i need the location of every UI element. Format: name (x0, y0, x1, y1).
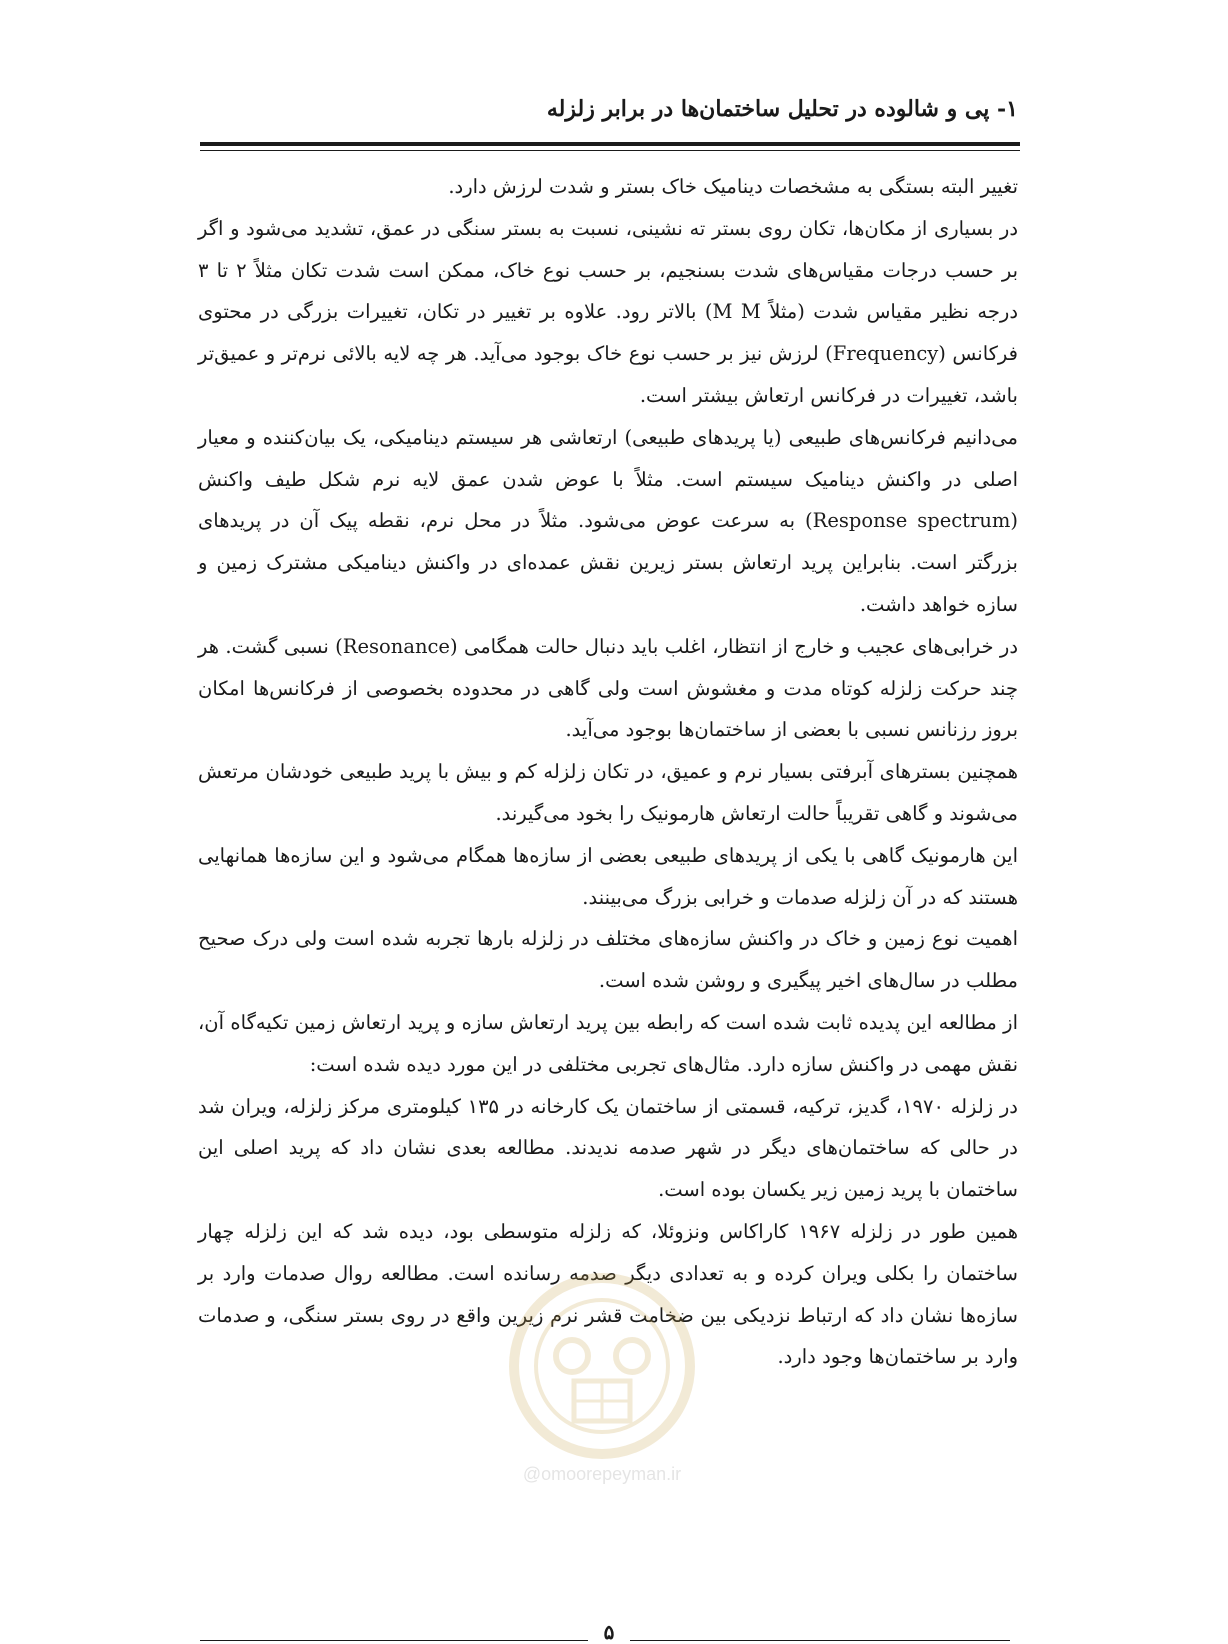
header-rule-thick (200, 142, 1020, 146)
paragraph-5: همچنین بسترهای آبرفتی بسیار نرم و عمیق، در تکان زلزله کم و بیش با پرید طبیعی خودشان مرتعش می‌شوند و گاهی تقریباً حالت ارتعاش هارمونیک را بخود می‌گیرند. (198, 760, 1018, 825)
paragraph-2: در بسیاری از مکان‌ها، تکان روی بستر ته نشینی، نسبت به بستر سنگی در عمق، تشدید می‌شود و اگر بر حسب درجات مقیاس‌های شدت بسنجیم، بر حسب نوع خاک، ممکن است شدت تکان مثلاً ۲ تا ۳ درجه نظیر مقیاس شدت (مثلاً M M) بالاتر رود. علاوه بر تغییر در تکان، تغییرات بزرگی در محتوی فرکانس (Frequency) لرزش نیز بر حسب نوع خاک بوجود می‌آید. هر چه لایه بالائی نرم‌تر و عمیق‌تر باشد، تغییرات در فرکانس ارتعاش بیشتر است. (198, 216, 1019, 407)
watermark-seal-icon (502, 1266, 702, 1506)
paragraph-1: تغییر البته بستگی به مشخصات دینامیک خاک بستر و شدت لرزش دارد. (448, 175, 1018, 198)
footer-rule-left (200, 1640, 588, 1641)
running-header: ۱- پی و شالوده در تحلیل ساختمان‌ها در برابر زلزله (546, 96, 1018, 122)
paragraph-10: همین طور در زلزله ۱۹۶۷ کاراکاس ونزوئلا، که زلزله متوسطی بود، دیده شد که این زلزله چهار ساختمان را بکلی ویران کرده و به تعدادی دیگر صدمه رسانده است. مطالعه روال صدمات وارد بر سازه‌ها نشان داد که ارتباط نزدیکی بین ضخامت قشر نرم زیرین واقع در روی بستر سنگی، و صدمات وارد بر ساختمان‌ها وجود دارد. (198, 1219, 1019, 1369)
paragraph-9: در زلزله ۱۹۷۰، گدیز، ترکیه، قسمتی از ساختمان یک کارخانه در ۱۳۵ کیلومتری مرکز زلزله، ویران شد در حالی که ساختمان‌های دیگر در شهر صدمه ندیدند. مطالعه بعدی نشان داد که پرید اصلی این ساختمان با پرید زمین زیر یکسان بوده است. (198, 1094, 1018, 1202)
body-text (198, 166, 1018, 1378)
footer-rule-right (630, 1640, 1010, 1641)
header-rule-thin (200, 150, 1020, 151)
paragraph-6: این هارمونیک گاهی با یکی از پریدهای طبیعی بعضی از سازه‌ها همگام می‌شود و این سازه‌ها همانهایی هستند که در آن زلزله صدمات و خرابی بزرگ می‌بینند. (198, 843, 1018, 909)
paragraph-4: در خرابی‌های عجیب و خارج از انتظار، اغلب باید دنبال حالت همگامی (Resonance) نسبی گشت. هر چند حرکت زلزله کوتاه مدت و مغشوش است ولی گاهی در محدوده بخصوصی از فرکانس‌ها امکان بروز رزنانس نسبی با بعضی از ساختمان‌ها بوجود می‌آید. (198, 634, 1018, 742)
paragraph-3: می‌دانیم فرکانس‌های طبیعی (یا پریدهای طبیعی) ارتعاشی هر سیستم دینامیکی، یک بیان‌کننده و معیار اصلی در واکنش دینامیک سیستم است. مثلاً با عوض شدن عمق لایه نرم شکل طیف واکنش (Response spectrum) به سرعت عوض می‌شود. مثلاً در محل نرم، نقطه پیک آن در پریدهای بزرگتر است. بنابراین پرید ارتعاش بستر زیرین نقش عمده‌ای در واکنش دینامیکی مشترک زمین و سازه خواهد داشت. (198, 425, 1018, 616)
page-number: ۵ (603, 1620, 615, 1644)
paragraph-8: از مطالعه این پدیده ثابت شده است که رابطه بین پرید ارتعاش سازه و پرید ارتعاش زمین تکیه‌گاه آن، نقش مهمی در واکنش سازه دارد. مثال‌های تجربی مختلفی در این مورد دیده شده است: (198, 1010, 1018, 1076)
paragraph-7: اهمیت نوع زمین و خاک در واکنش سازه‌های مختلف در زلزله بارها تجربه شده است ولی درک صحیح مطلب در سال‌های اخیر پیگیری و روشن شده است. (198, 927, 1018, 993)
watermark-text: @omoorepeyman.ir (522, 1464, 682, 1484)
